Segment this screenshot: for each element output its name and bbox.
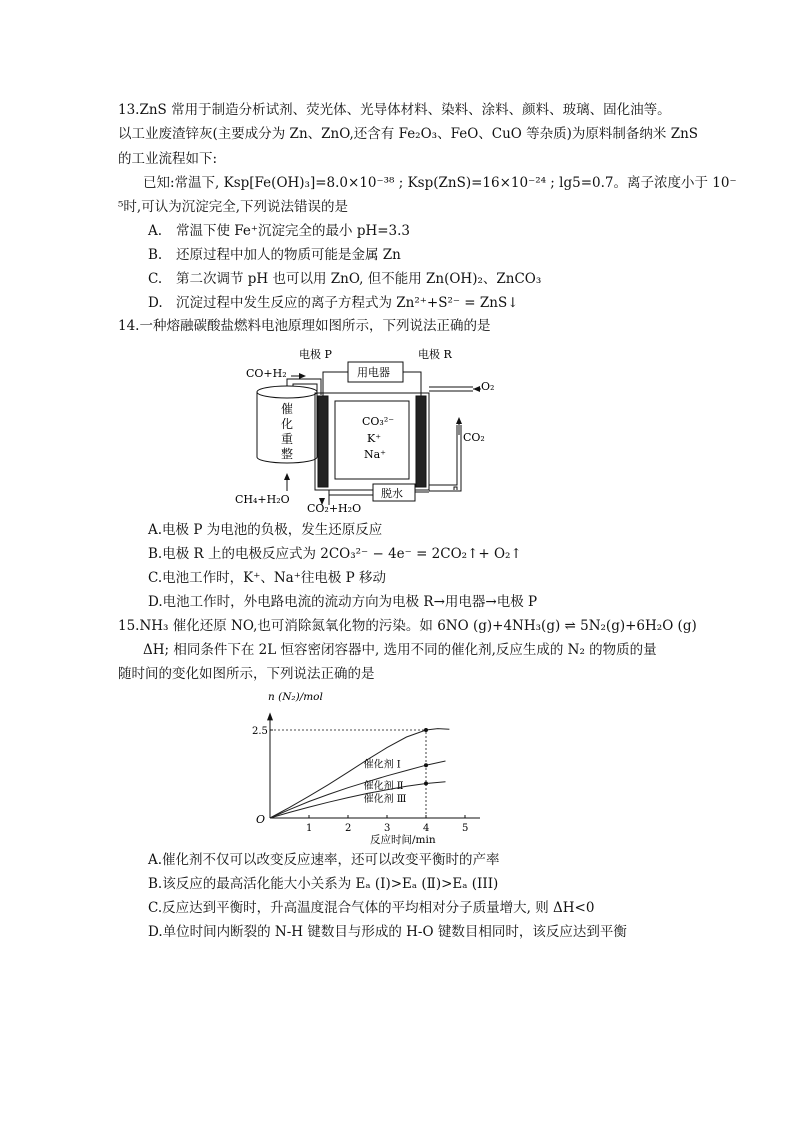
q15-stem-line3: 随时间的变化如图所示，下列说法正确的是 bbox=[118, 666, 375, 682]
co2-label: CO₂ bbox=[463, 431, 485, 444]
ion-potassium: K⁺ bbox=[367, 432, 382, 445]
q13-option-c[interactable] bbox=[148, 269, 541, 289]
x-axis-label: 反应时间/min bbox=[370, 834, 436, 846]
x-tick-label-1: 1 bbox=[306, 823, 313, 834]
ion-sodium: Na⁺ bbox=[364, 448, 386, 461]
outlet-label: CO₂+H₂O bbox=[307, 502, 362, 515]
option-text: 沉淀过程中发生反应的离子方程式为 Zn²⁺+S²⁻ = ZnS↓ bbox=[176, 295, 519, 311]
q14-option-a[interactable]: A.电极 P 为电池的负极，发生还原反应 bbox=[148, 522, 383, 538]
fuel-cell-diagram bbox=[225, 345, 515, 515]
x-tick-label-3: 3 bbox=[384, 823, 391, 834]
o2-label: O₂ bbox=[481, 380, 495, 393]
co2-return-pipe bbox=[429, 425, 461, 491]
wire-right bbox=[403, 372, 421, 396]
wire-left bbox=[323, 372, 348, 396]
q13-stem-line1: 13.ZnS 常用于制造分析试剂、荧光体、光导体材料、染料、涂料、颜料、玻璃、固化油等。 bbox=[118, 102, 671, 118]
co2-up-arrow bbox=[456, 417, 462, 424]
option-text: 第二次调节 pH 也可以用 ZnO, 但不能用 Zn(OH)₂、ZnCO₃ bbox=[176, 271, 542, 287]
q14-stem: 14.一种熔融碳酸盐燃料电池原理如图所示，下列说法正确的是 bbox=[118, 318, 491, 334]
co-h2-label: CO+H₂ bbox=[246, 367, 287, 380]
option-label: B. bbox=[148, 247, 163, 263]
q15-stem-line2: ΔH; 相同条件下在 2L 恒容密闭容器中, 选用不同的催化剂,反应生成的 N₂ 的物质的量 bbox=[143, 642, 657, 658]
reformer-top bbox=[257, 386, 317, 398]
option-label: D. bbox=[148, 295, 163, 311]
series-label-1: 催化剂 Ⅰ bbox=[363, 759, 401, 771]
reformer-label-4: 整 bbox=[281, 447, 294, 461]
o2-inlet-pipe bbox=[429, 387, 473, 391]
series-line-1 bbox=[270, 729, 449, 818]
co-h2-arrow bbox=[299, 373, 306, 379]
q14-option-b[interactable]: B.电极 R 上的电极反应式为 2CO₃²⁻ − 4e⁻ = 2CO₂↑+ O₂↑ bbox=[148, 546, 522, 562]
q14-option-c[interactable]: C.电池工作时，K⁺、Na⁺往电极 P 移动 bbox=[148, 570, 387, 586]
x-tick-label-5: 5 bbox=[462, 823, 469, 834]
q15-option-d[interactable]: D.单位时间内断裂的 N-H 键数目与形成的 H-O 键数目相同时，该反应达到平衡 bbox=[148, 924, 627, 940]
series-line-2 bbox=[270, 761, 446, 818]
option-label: C. bbox=[148, 271, 163, 287]
q15-option-a[interactable]: A.催化剂不仅可以改变反应速率，还可以改变平衡时的产率 bbox=[148, 852, 500, 868]
x-tick-label-2: 2 bbox=[345, 823, 352, 834]
series-label-3: 催化剂 Ⅲ bbox=[363, 793, 407, 805]
y-tick-label-2.5: 2.5 bbox=[252, 726, 268, 737]
q13-given-line2: ⁵时,可认为沉淀完全,下列说法错误的是 bbox=[118, 199, 348, 215]
q13-option-a[interactable] bbox=[148, 221, 410, 241]
series-line-3 bbox=[270, 782, 446, 818]
q13-option-d[interactable] bbox=[148, 293, 519, 313]
series-label-2: 催化剂 Ⅱ bbox=[363, 780, 404, 792]
q13-option-b[interactable] bbox=[148, 245, 401, 265]
bottom-input-label: CH₄+H₂O bbox=[235, 493, 290, 506]
ion-carbonate: CO₃²⁻ bbox=[362, 415, 395, 428]
option-text: 常温下使 Fe⁺沉淀完全的最小 pH=3.3 bbox=[176, 223, 411, 239]
reformer-label-1: 催 bbox=[281, 402, 294, 416]
q13-stem-line2: 以工业废渣锌灰(主要成分为 Zn、ZnO,还含有 Fe₂O₃、FeO、CuO 等杂质)为原料制备纳米 ZnS bbox=[118, 126, 699, 142]
q15-option-b[interactable]: B.该反应的最高活化能大小关系为 Eₐ (I)>Eₐ (Ⅱ)>Eₐ (III) bbox=[148, 876, 499, 892]
device-label: 用电器 bbox=[357, 366, 390, 379]
electrode-p-label: 电极 P bbox=[299, 348, 332, 361]
dehydration-label: 脱水 bbox=[381, 487, 403, 500]
point-marker-2 bbox=[424, 763, 428, 767]
origin-label: O bbox=[256, 813, 266, 826]
reformer-label-2: 化 bbox=[281, 417, 294, 431]
electrode-r-label: 电极 R bbox=[418, 348, 452, 361]
electrode-p-plate bbox=[318, 396, 328, 487]
q15-stem-line1: 15.NH₃ 催化还原 NO,也可消除氮氧化物的污染。如 6NO (g)+4NH₃(g) ⇌ 5N₂(g)+6H₂O (g) bbox=[118, 618, 697, 634]
y-axis-label: n (N₂)/mol bbox=[268, 691, 323, 703]
q15-option-c[interactable]: C.反应达到平衡时，升高温度混合气体的平均相对分子质量增大, 则 ΔH<0 bbox=[148, 900, 595, 916]
q14-option-d[interactable]: D.电池工作时，外电路电流的流动方向为电极 R→用电器→电极 P bbox=[148, 594, 538, 610]
y-axis-arrow bbox=[267, 712, 273, 720]
electrode-r-plate bbox=[416, 396, 426, 487]
q13-stem-line3: 的工业流程如下: bbox=[118, 151, 218, 167]
bottom-input-arrow bbox=[284, 473, 290, 480]
q13-given-line1: 已知:常温下, Ksp[Fe(OH)₃]=8.0×10⁻³⁸ ; Ksp(ZnS)=16×10⁻²⁴ ; lg5=0.7。离子浓度小于 10⁻ bbox=[143, 175, 737, 191]
option-text: 还原过程中加人的物质可能是金属 Zn bbox=[176, 247, 401, 263]
point-marker-3 bbox=[424, 782, 428, 786]
n2-amount-chart bbox=[250, 688, 480, 848]
option-label: A. bbox=[148, 223, 163, 239]
reformer-label-3: 重 bbox=[281, 432, 294, 446]
x-tick-label-4: 4 bbox=[423, 823, 430, 834]
point-marker-1 bbox=[424, 728, 428, 732]
